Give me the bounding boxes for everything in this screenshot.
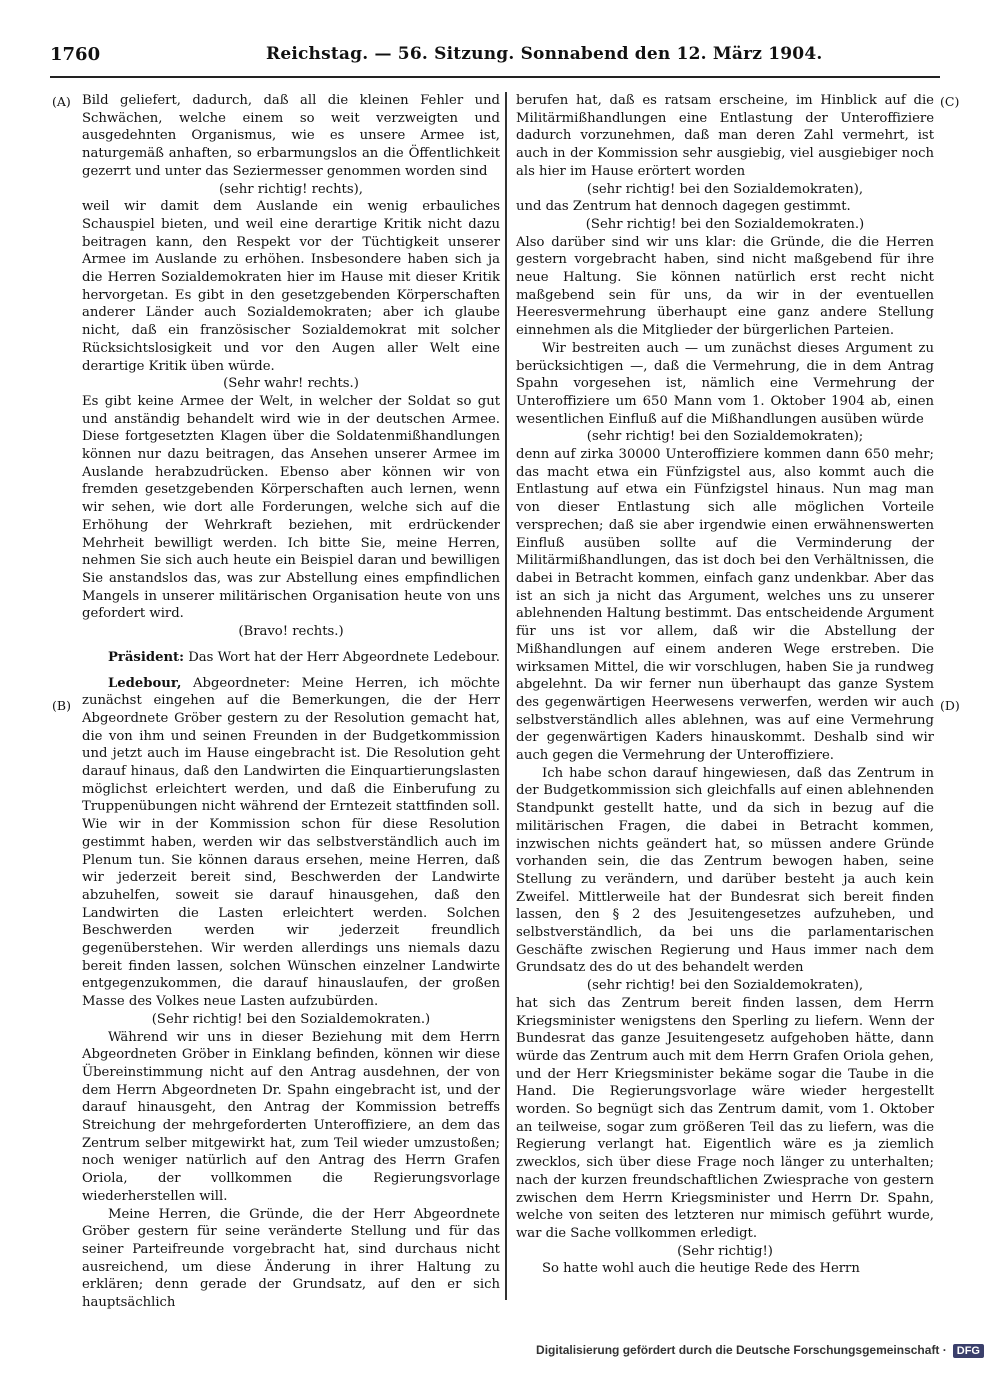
running-head: Reichstag. — 56. Sitzung. Sonnabend den 12. März 1904. xyxy=(266,44,823,64)
paragraph: weil wir damit dem Auslande ein wenig erbauliches Schauspiel bieten, und weil eine derartige Kritik nicht dazu beitragen kann, den Respekt vor der Tüchtigkeit unserer Armee im Auslande zu erhöhen. Insbesondere haben sich ja die Herren Sozialdemokraten hier im Hause mit dieser Kritik hervorgetan. Es gibt in den gesetzgebenden Körperschaften anderer Länder auch Sozialdemokraten; aber ich glaube nicht, daß ein französischer Sozialdemokrat mit solcher Rücksichtslosigkeit und vor den Augen aller Welt eine derartige Kritik üben würde. xyxy=(82,199,500,374)
margin-marker-c: (C) xyxy=(940,94,960,109)
right-column xyxy=(516,92,934,1278)
paragraph: Während wir uns in dieser Beziehung mit dem Herrn Abgeordneten Gröber in Einklang befinden, können wir diese Übereinstimmung nicht auf den Antrag ausdehnen, der von dem Herrn Abgeordneten Dr. Spahn eingebracht ist, und der darauf hinausgeht, den Antrag der Kommission betreffs Streichung der mehrgeforderten Unteroffiziere, an dem das Zentrum selber mitgewirkt hat, zum Teil wieder umzustoßen; noch weniger natürlich auf den Antrag des Herrn Grafen Oriola, der vollkommen die Regierungsvorlage wiederherstellen will. xyxy=(82,1029,500,1204)
reaction: (Sehr wahr! rechts.) xyxy=(223,376,359,392)
paragraph: denn auf zirka 30000 Unteroffiziere kommen dann 650 mehr; das macht etwa ein Fünfzigstel aus, also kommt auch die Entlastung auf etwa ein Fünfzigstel hinaus. Nun mag man von dieser Entlastung sich alle möglichen Vorteile versprechen; daß sie aber irgendwie einen erwähnenswerten Einfluß ausüben sollte auf die Verminderung der Militärmißhandlungen, das ist doch bei den Verhältnissen, die dabei in Betracht kommen, einfach ganz undenkbar. Aber das ist an sich ja nicht das Argument, welches uns zu unserer ablehnenden Haltung bestimmt. Das entscheidende Argument für uns ist vor allem, daß wir die Abstellung der Mißhandlungen auf einem anderen Wege erstreben. Die wirksamen Mittel, die wir vorschlugen, haben Sie ja rundweg abgelehnt. Da wir ferner nun überhaupt das ganze System des gegenwärtigen Heerwesens verwerfen, werden wir auch selbstverständlich alles ablehnen, was auf eine Vermehrung der gegenwärtigen Kaders hinauskommt. Deshalb sind wir auch gegen die Vermehrung der Unteroffiziere. xyxy=(516,447,934,764)
paragraph: So hatte wohl auch die heutige Rede des Herrn xyxy=(542,1261,860,1277)
digitization-credit xyxy=(536,1343,984,1363)
paragraph: Ich habe schon darauf hingewiesen, daß das Zentrum in der Budgetkommission sich gleichfalls auf einen ablehnenden Standpunkt gestellt hatte, und da sich in bezug auf die militärischen Fragen, die dabei in Betracht kommen, inzwischen nichts geändert hat, so müssen andere Gründe vorhanden sein, die das Zentrum bewogen haben, seine Stellung zu verändern, und darüber besteht ja auch kein Zweifel. Mittlerweile hat der Bundesrat sich bereit finden lassen, den § 2 des Jesuitengesetzes aufzuheben, und selbstverständlich, da bei uns die parlamentarischen Geschäfte zwischen Regierung und Haus immer nach dem Grundsatz des do ut des behandelt werden xyxy=(516,765,934,976)
margin-marker-d: (D) xyxy=(940,698,960,713)
paragraph: Es gibt keine Armee der Welt, in welcher der Soldat so gut und anständig behandelt wird wie in der deutschen Armee. Diese fortgesetzten Klagen über die Soldatenmißhandlungen können nur dazu beitragen, das Ansehen unserer Armee im Auslande herabzudrücken. Ebenso aber können wir von fremden gesetzgebenden Körperschaften auch lernen, wenn wir sehen, wie dort alle Forderungen, welche sich auf die Erhöhung der Wehrkraft beziehen, mit erdrückender Mehrheit bewilligt werden. Ich bitte Sie, meine Herren, nehmen Sie sich auch heute ein Beispiel daran und bewilligen Sie anstandslos das, was zur Abstellung eines empfindlichen Mangels in unserer militärischen Organisation heute von uns gefordert wird. xyxy=(82,393,500,622)
paragraph: hat sich das Zentrum bereit finden lassen, dem Herrn Kriegsminister wenigstens den Sperling zu liefern. Wenn der Bundesrat das ganze Jesuitengesetz aufgehoben hätte, dann würde das Zentrum auch mit dem Herrn Grafen Oriola gehen, und der Herr Kriegsminister bekäme sogar die Taube in die Hand. Die Regierungsvorlage wäre wieder hergestellt worden. So begnügt sich das Zentrum damit, vom 1. Oktober an teilweise, sogar zum größeren Teil das zu liefern, was die Regierung verlangt hat. Eigentlich wäre es ja ziemlich zwecklos, sich über diese Frage noch länger zu unterhalten; nach der kurzen freundschaftlichen Zwiesprache von gestern zwischen dem Herrn Kriegsminister und Herrn Dr. Spahn, welche von seiten des letzteren nur mimisch geführt wurde, war die Sache vollkommen erledigt. xyxy=(516,995,934,1241)
credit-text: Digitalisierung gefördert durch die Deutsche Forschungsgemeinschaft · xyxy=(536,1343,947,1357)
page-header xyxy=(50,44,940,70)
paragraph: Bild geliefert, dadurch, daß all die kleinen Fehler und Schwächen, welche einem so weit verzweigten und ausgedehnten Organismus, wie es unsere Armee ist, naturgemäß anhaften, so erbarmungslos an die Öffentlichkeit gezerrt und unter das Seziermesser genommen worden sind xyxy=(82,93,500,179)
reaction: (Sehr richtig! bei den Sozialdemokraten.) xyxy=(585,216,865,232)
speaker-paragraph xyxy=(82,649,500,667)
dfg-logo: DFG xyxy=(953,1344,984,1358)
paragraph-text: Das Wort hat der Herr Abgeordnete Ledebour. xyxy=(188,649,500,665)
reaction: (Sehr richtig!) xyxy=(677,1243,773,1259)
paragraph: berufen hat, daß es ratsam erscheine, im Hinblick auf die Militärmißhandlungen eine Entlastung der Unteroffiziere dadurch vorzunehmen, daß man deren Zahl vermehrt, ist auch in der Kommission sehr ausgiebig, viel ausgiebiger noch als hier im Hause erörtert worden xyxy=(516,93,934,179)
header-rule xyxy=(50,76,940,78)
reaction: (Bravo! rechts.) xyxy=(238,624,344,640)
reaction: (Sehr richtig! bei den Sozialdemokraten.) xyxy=(151,1011,431,1027)
paragraph: Also darüber sind wir uns klar: die Gründe, die die Herren gestern vorgebracht haben, sind nicht maßgebend für ihre neue Haltung. Sie können natürlich erst recht nicht maßgebend sein für uns, da wir in der eventuellen Heeresvermehrung überhaupt eine ganz andere Stellung einnehmen als die Mitglieder der bürgerlichen Parteien. xyxy=(516,234,934,339)
paragraph: Wir bestreiten auch — um zunächst dieses Argument zu berücksichtigen —, daß die Vermehrung, die in dem Antrag Spahn vorgesehen ist, nämlich eine Vermehrung der Unteroffiziere um 650 Mann vom 1. Oktober 1904 ab, einen wesentlichen Einfluß auf die Mißhandlungen ausüben würde xyxy=(516,340,934,427)
margin-marker-b: (B) xyxy=(52,698,71,713)
reaction: (sehr richtig! rechts), xyxy=(219,181,363,197)
speaker-paragraph xyxy=(82,675,500,1011)
paragraph: Meine Herren, die Gründe, die der Herr Abgeordnete Gröber gestern für seine veränderte Stellung und für das seiner Parteifreunde vorgebracht hat, sind durchaus nicht ausreichend, um diese Änderung in ihrer Haltung zu erklären; denn gerade der Grundsatz, auf den er sich hauptsächlich xyxy=(82,1206,500,1311)
reaction: (sehr richtig! bei den Sozialdemokraten); xyxy=(586,429,864,445)
page-number: 1760 xyxy=(50,44,101,65)
reaction: (sehr richtig! bei den Sozialdemokraten), xyxy=(586,978,864,994)
reaction: (sehr richtig! bei den Sozialdemokraten), xyxy=(586,181,864,197)
speaker-name: Präsident: xyxy=(108,649,185,665)
speaker-name: Ledebour, xyxy=(108,675,182,691)
paragraph: und das Zentrum hat dennoch dagegen gestimmt. xyxy=(516,199,851,215)
column-divider xyxy=(505,92,507,1300)
left-column xyxy=(82,92,500,1312)
margin-marker-a: (A) xyxy=(52,94,71,109)
paragraph-text: Abgeordneter: Meine Herren, ich möchte zunächst eingehen auf die Bemerkungen, die der Herr Abgeordnete Gröber gestern zu der Resolution gemacht hat, die von ihm und seinen Freunden in der Budgetkommission und jetzt auch im Hause eingebracht ist. Die Resolution geht darauf hinaus, daß den Landwirten die Einquartierungslasten möglichst erleichtert werden, und daß die Einberufung zu Truppenübungen nicht während der Erntezeit stattfinden soll. Wie wir in der Kommission schon für diese Resolution gestimmt haben, werden wir das selbstverständlich auch im Plenum tun. Sie können daraus ersehen, meine Herren, daß wir jederzeit bereit sind, Beschwerden der Landwirte abzuhelfen, soweit sie darauf hinausgehen, daß den Landwirten die Lasten erleichtert werden. Solchen Beschwerden werden wir jederzeit freundlich gegenüberstehen. Wir werden allerdings uns niemals dazu bereit finden lassen, solchen Wünschen einzelner Landwirte entgegenzukommen, die darauf hinauslaufen, der großen Masse des Volkes neue Lasten aufzubürden. xyxy=(82,675,500,1010)
